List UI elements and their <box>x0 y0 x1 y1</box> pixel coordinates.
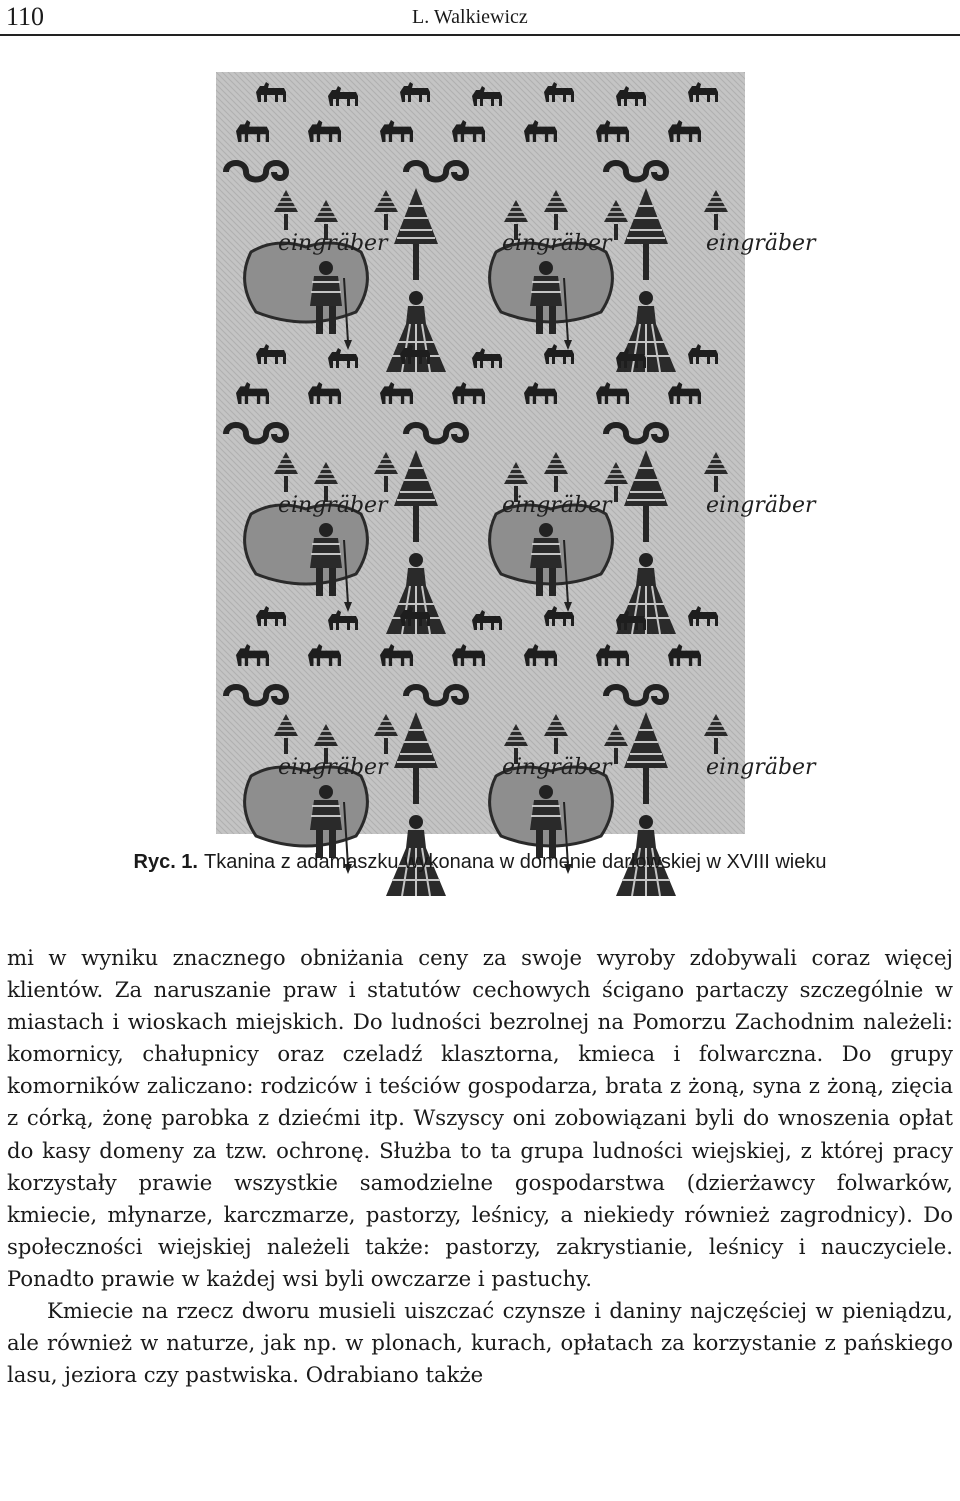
paragraph-2: Kmiecie na rzecz dworu musieli uiszczać czynsze i daniny najczęściej w pieniądzu, ale również w naturze, jak np. w plonach, kurach, opłatach za korzystanie z pańskiego lasu, jeziora czy pastwiska. Odrabiano także <box>7 1298 953 1388</box>
woven-inscription: eingräber <box>706 231 816 256</box>
figure-caption <box>0 851 960 874</box>
woven-inscription: eingräber <box>706 755 816 780</box>
paragraph-1: mi w wyniku znacznego obniżania ceny za swoje wyroby zdobywali coraz więcej klientów. Za naruszanie praw i statutów cechowych ścigano partaczy szczególnie w miastach i wioskach miejskich. Do ludności bezrolnej na Pomorzu Zachodnim należeli: komornicy, chałupnicy oraz czeladź klasztorna, kmieca i folwarczna. Do grupy komorników zaliczano: rodziców i teściów gospodarza, brata z żoną, syna z żoną, zięcia z córką, żonę parobka z dziećmi itp. Wszyscy oni zobowiązani byli do wnoszenia opłat do kasy domeny za tzw. ochronę. Służba to ta grupa ludności wiejskiej, z której pracy korzystały prawie wszystkie samodzielne gospodarstwa (dzierżawcy folwarków, kmiecie, młynarze, karczmarze, pastorzy, leśnicy, a niekiedy również zagrodnicy). Do społeczności wiejskiej należeli także: pastorzy, zakrystianie, leśnicy i nauczyciele. Ponadto prawie w każdej wsi byli owczarze i pastuchy. <box>7 945 953 1291</box>
page-number: 110 <box>6 2 45 31</box>
header-rule <box>0 34 960 36</box>
woven-inscription: eingräber <box>278 755 388 780</box>
woven-inscription: eingräber <box>706 493 816 518</box>
woven-inscription: eingräber <box>502 231 612 256</box>
caption-text: Tkanina z adamaszku wykonana w domenie darłowskiej w XVIII wieku <box>203 851 827 873</box>
woven-inscription: eingräber <box>502 493 612 518</box>
body-text <box>7 942 953 1391</box>
page-header <box>0 0 960 34</box>
woven-inscription: eingräber <box>278 493 388 518</box>
damask-fabric-pattern <box>216 72 816 834</box>
damask-fabric-figure <box>216 72 816 834</box>
woven-inscription: eingräber <box>278 231 388 256</box>
caption-label: Ryc. 1. <box>133 851 198 873</box>
running-head: L. Walkiewicz <box>412 6 528 28</box>
woven-inscription: eingräber <box>502 755 612 780</box>
